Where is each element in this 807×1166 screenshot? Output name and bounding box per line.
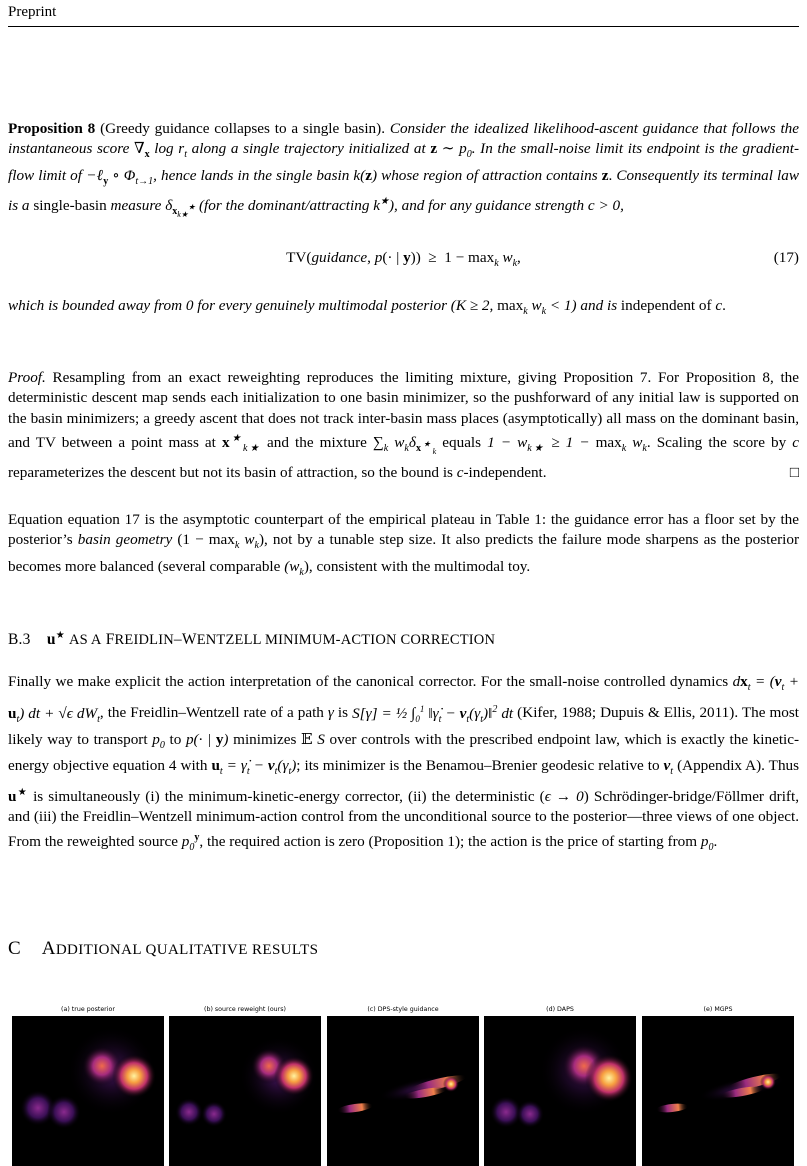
subsection-title: AS A — [68, 632, 102, 649]
equation-17 — [8, 249, 799, 273]
proposition-text: which is bounded away from 0 for every genuinely multimodal posterior ( — [8, 297, 456, 314]
section-heading — [8, 938, 318, 960]
paragraph-text: is — [337, 704, 349, 722]
paragraph-text: to — [169, 730, 182, 748]
paragraph-text: (Appendix A). Thus — [677, 757, 800, 775]
proposition-text: In the small-noise limit its endpoint is the gradient-flow limit of — [8, 140, 799, 184]
subsection-title: REIDLIN — [114, 632, 174, 649]
paragraph-text: . — [713, 832, 718, 850]
paragraph-text: minimizes — [233, 730, 297, 748]
paragraph-text: is simultaneously (i) the minimum-kinetic-energy corrector, (ii) the deterministic ( — [33, 787, 545, 805]
panel-title-a: (a) true posterior — [61, 1006, 115, 1013]
panel-title-e: (e) MGPS — [703, 1006, 733, 1013]
section-title: DDITIONAL QUALITATIVE RESULTS — [55, 942, 319, 958]
panel-title-c: (c) DPS-style guidance — [367, 1006, 439, 1013]
panel-a-true-posterior — [12, 1016, 164, 1166]
emphasis-text: basin geometry — [77, 531, 173, 549]
paragraph-text: ; its minimizer is the Benamou–Brenier geodesic relative to — [296, 757, 660, 775]
panel-c-dps-guidance — [327, 1016, 479, 1166]
subsection-title: ENTZELL MINIMUM-ACTION CORRECTION — [196, 632, 496, 649]
proposition-text: whose region of attraction contains — [381, 166, 598, 184]
paragraph-text: , the required action is zero (Proposition 1); the action is the price of starting from — [199, 832, 698, 850]
heatmap-a — [12, 1016, 164, 1166]
header-rule — [8, 26, 799, 27]
proposition-text: measure — [110, 197, 162, 215]
equation-number: (17) — [773, 249, 799, 266]
proposition-text: Consider the idealized likelihood-ascent guidance that follows the instantaneous score — [8, 120, 799, 158]
paragraph-text: over controls with the prescribed endpoint law, which is exactly the kinetic-energy objective equation 4 with — [8, 730, 800, 775]
equation-body: TV(guidance, p(· | $y)) \ge 1 - \max_k w_k$, — [286, 249, 521, 270]
paragraph-eq17: Equation equation 17 is the asymptotic counterpart of the empirical plateau in Table 1: the guidance error has a floor set by the posterior’s basin geometry $(1 - \max_k w_k)$, not by a tunable step size. It also predicts the failure mode sharpens as the posterior becomes more balanced (several comparable $(w_k)$, consistent with the multimodal toy. — [8, 511, 800, 578]
proposition-text: Consequently its terminal law is a — [8, 166, 800, 215]
proposition-text: . — [722, 297, 726, 314]
heatmap-d — [484, 1016, 636, 1166]
panel-d-daps — [484, 1016, 636, 1166]
proposition-title: (Greedy guidance collapses to a single basin). — [100, 120, 385, 137]
proof-text: equals — [442, 434, 482, 452]
paragraph-text: (Kifer, 1988; Dupuis & Ellis, 2011). The most likely way to transport — [8, 704, 800, 748]
proposition-text: along a single trajectory initialized at — [191, 140, 426, 158]
subsection-title: F — [105, 631, 115, 649]
proposition-conclusion: which is bounded away from 0 for every genuinely multimodal posterior (K ≥ 2, $\max_k w_k < 1$) and is independent of c. — [8, 297, 726, 318]
proof-text: -independent. — [463, 463, 547, 481]
proposition-text: independent of — [620, 297, 712, 314]
panel-e-mgps — [642, 1016, 794, 1166]
panel-b-source-reweight — [169, 1016, 321, 1166]
proposition-text: ), and for any guidance strength — [388, 197, 585, 215]
proof-text: Resampling from an exact reweighting reproduces the limiting mixture, giving Proposition 7. For Proposition 8, the deterministic descent map sends each initialization to one basin minimizer, so the pushforward of any initial law is supported on the basin minimizers; a greedy ascent that does not track inter-basin mass places (asymptotically) all mass on the dominant basin, and TV between a point mass at — [8, 369, 800, 452]
paragraph-b3: Finally we make explicit the action interpretation of the canonical corrector. For the small-noise controlled dynamics $dx_t = (v_t + u_t)$ dt + √ϵ $dW_t$, the Freidlin–Wentzell rate of a path γ is S[γ] = ½ $\int_0^1$ $‖\gammȧ_t$ − $v_t(\gamma_t)‖^2$ dt (Kifer, 1988; Dupuis & Ellis, 2011). The most likely way to transport $p_0$ to p(· | y) minimizes 𝔼 S over controls with the prescribed endpoint law, which is exactly the kinetic-energy objective equation 4 with $u_t$ = $\gammȧ_t - v_t(\gamma_t)$; its minimizer is the Benamou–Brenier geodesic relative to $v_t$ (Appendix A). Thus u★ is simultaneously (i) the minimum-kinetic-energy corrector, (ii) the deterministic (ϵ → 0) Schrödinger-bridge/Föllmer drift, and (iii) the Freidlin–Wentzell minimum-action control from the unconditional source to the posterior—three views of one object. From the reweighted source $p_0^y$, the required action is zero (Proposition 1); the action is the price of starting from $p_0$. — [8, 673, 800, 853]
paragraph-text: , not by a tunable step size. It also predicts the failure mode sharpens as the posterior becomes more balanced (several comparable — [8, 531, 800, 575]
proposition-8: Proposition 8 (Greedy guidance collapses to a single basin). Consider the idealized likelihood-ascent guidance that follows the instantaneous score $\nabla_x$ $\log r_t$ along a single trajectory initialized at z ∼ $p_0$. In the small-noise limit its endpoint is the gradient-flow limit of −ℓ$_y$ ∘ $\Phi_{t\to 1}$, hence lands in the single basin k(z) whose region of attraction contains z. Consequently its terminal law is a single-basin measure $\delta_{x_{k★}^★}$ (for the dominant/attracting k★), and for any guidance strength c > 0, — [8, 120, 800, 220]
paragraph-text: , the Freidlin–Wentzell rate of a path — [99, 704, 324, 722]
subsection-heading: B.3 u★ AS A FREIDLIN–WENTZELL MINIMUM-ACTION CORRECTION — [8, 630, 496, 649]
paragraph-text: Finally we make explicit the action interpretation of the canonical corrector. For the small-noise controlled dynamics — [8, 673, 729, 690]
proof-text: and the mixture — [267, 434, 367, 452]
heatmap-e — [642, 1016, 794, 1166]
proposition-text: single-basin — [33, 197, 107, 215]
section-title: A — [41, 938, 56, 959]
panel-title-b: (b) source reweight (ours) — [203, 1006, 286, 1013]
proof-text: . Scaling the score by — [646, 434, 787, 452]
heatmap-b — [169, 1016, 321, 1166]
proposition-text: (for the dominant/attracting — [199, 197, 370, 215]
proposition-text: and is — [580, 297, 618, 314]
subsection-number: B.3 — [8, 631, 31, 649]
proposition-text: hence lands in the single basin — [161, 166, 350, 184]
panel-title-d: (d) DAPS — [546, 1006, 574, 1013]
qed-symbol: □ — [789, 463, 799, 481]
paragraph-text: Equation equation 17 is the asymptotic counterpart of the empirical plateau in Table 1: the guidance error has a floor set by the posterior’s — [8, 511, 799, 549]
heatmap-c — [327, 1016, 479, 1166]
proof-label: Proof. — [8, 369, 46, 386]
proposition-label: Proposition 8 — [8, 120, 96, 137]
paragraph-text: ) Schrödinger-bridge/Föllmer drift, and (iii) the Freidlin–Wentzell minimum-action control from the unconditional source to the posterior—three views of one object. From the reweighted source — [8, 787, 800, 850]
running-header: Preprint — [8, 4, 57, 20]
section-letter: C — [8, 938, 22, 959]
paragraph-text: ), consistent with the multimodal toy. — [303, 557, 531, 575]
subsection-title: –W — [173, 631, 197, 649]
proof-paragraph: Proof. Resampling from an exact reweighting reproduces the limiting mixture, giving Proposition 7. For Proposition 8, the deterministic descent map sends each initialization to one basin minimizer, so the pushforward of any initial law is supported on the basin minimizers; a greedy ascent that does not track inter-basin mass places (asymptotically) all mass on the dominant basin, and TV between a point mass at $x^★_{k★}$ and the mixture $\sum_k$ $w_k\delta_{x^★_k}$ equals $1 - w_{k★} \ge 1 - \max_k w_k$. Scaling the score by c reparameterizes the descent but not its basin of attraction, so the bound is c-independent. □ — [8, 368, 799, 483]
proof-text: reparameterizes the descent but not its basin of attraction, so the bound is — [8, 463, 453, 481]
